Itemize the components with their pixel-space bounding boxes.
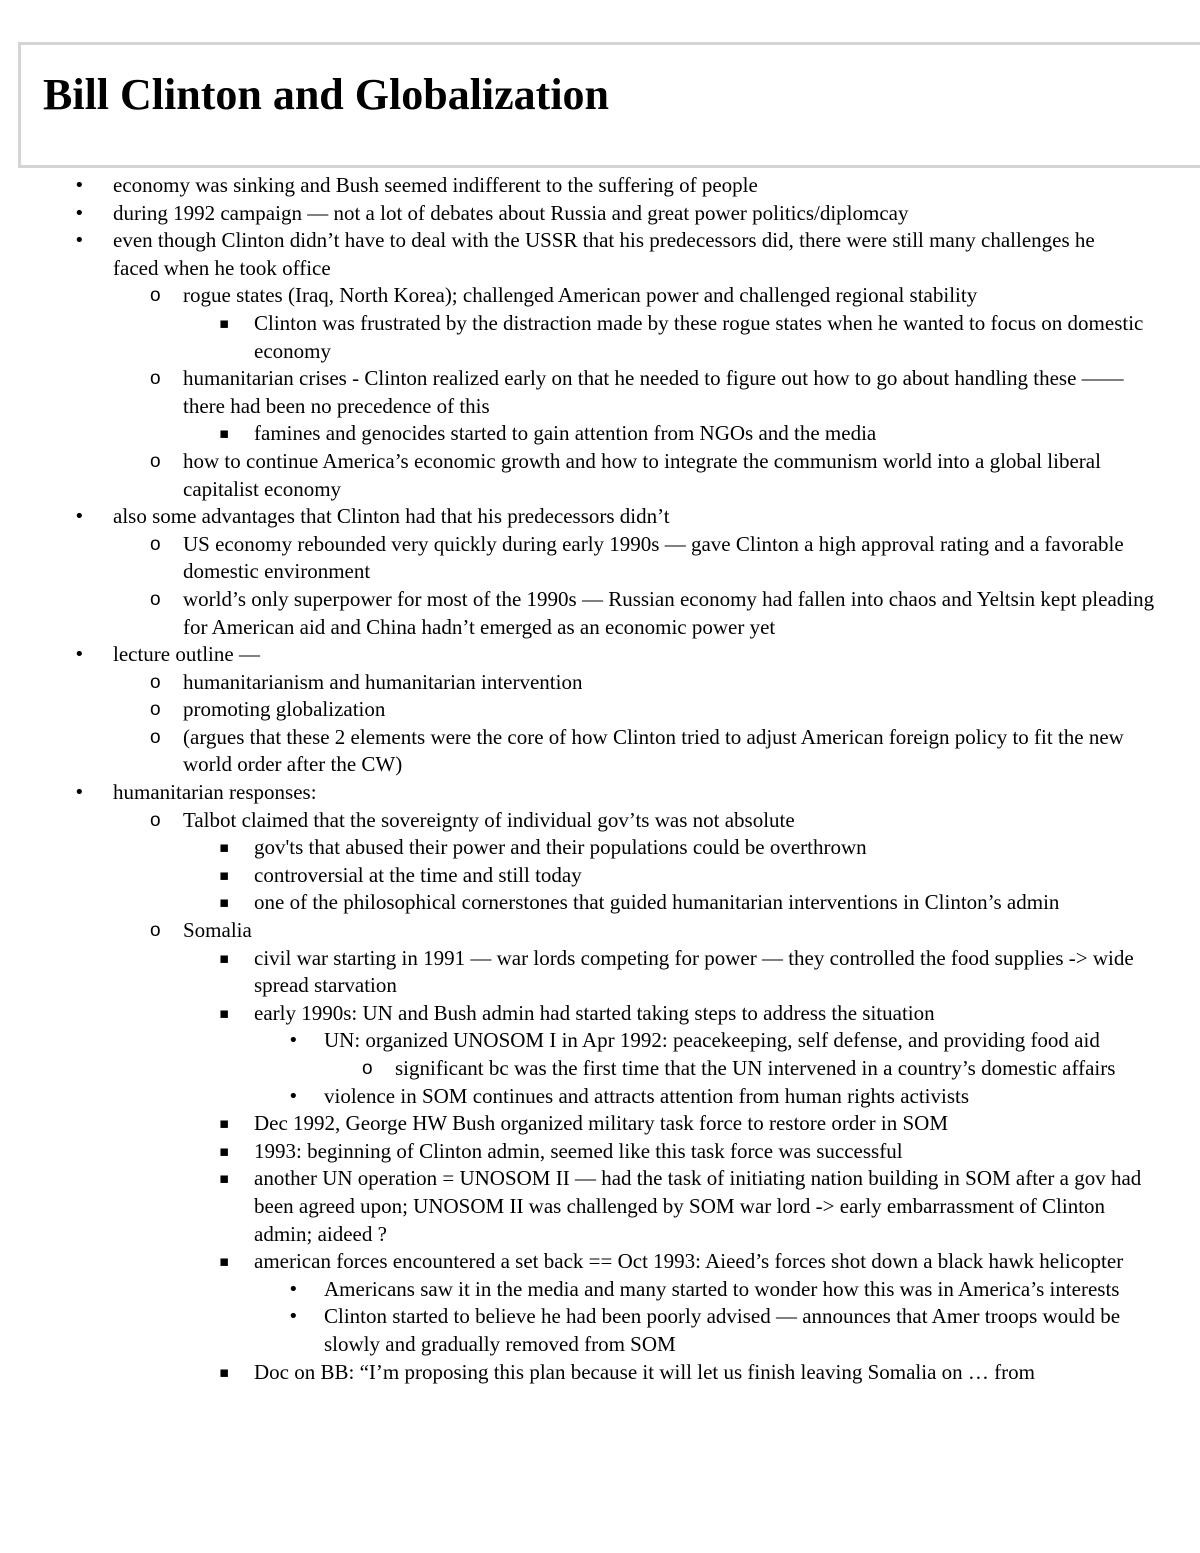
title-box — [18, 42, 1200, 168]
square-bullet-text: ▪ another UN operation = UNOSOM II — had the task of initiating nation building in SOM after a gov had been agreed upon; UNOSOM II was challenged by SOM war lord -> early embarrassment of Clinton admin; aideed ? — [254, 1166, 1142, 1246]
sub-bullet-item — [0, 448, 1200, 503]
sub-bullet-text: o humanitarianism and humanitarian intervention — [183, 669, 583, 694]
bullet-text: • lecture outline — — [113, 642, 260, 667]
square-bullet-item — [0, 1138, 1200, 1166]
outline-level-3 — [0, 834, 1200, 917]
sub-bullet-text: o Somalia — [183, 918, 252, 943]
square-bullet-text: ▪ one of the philosophical cornerstones that guided humanitarian interventions in Clinton’s admin — [254, 890, 1060, 915]
square-bullet-text: ▪ controversial at the time and still today — [254, 862, 582, 887]
page-title: Bill Clinton and Globalization — [43, 70, 610, 119]
sub-bullet-item — [0, 282, 1200, 365]
deep-bullet-item — [0, 1276, 1200, 1304]
square-bullet-item — [0, 310, 1200, 365]
square-bullet-text: ▪ Doc on BB: “I’m proposing this plan because it will let us finish leaving Somalia on … from — [254, 1359, 1035, 1384]
sub-bullet-text: o rogue states (Iraq, North Korea); challenged American power and challenged regional stability — [183, 283, 978, 308]
outline-level-2 — [0, 282, 1200, 503]
outline-level-5 — [0, 1055, 1200, 1083]
deepest-bullet-item — [0, 1055, 1200, 1083]
square-bullet-item — [0, 945, 1200, 1000]
deep-bullet-item — [0, 1083, 1200, 1111]
sub-bullet-item — [0, 696, 1200, 724]
bullet-item — [0, 641, 1200, 779]
square-bullet-item — [0, 1248, 1200, 1358]
deep-bullet-text: • Americans saw it in the media and many started to wonder how this was in America’s interests — [324, 1276, 1120, 1301]
square-bullet-text: ▪ famines and genocides started to gain attention from NGOs and the media — [254, 421, 877, 446]
square-bullet-item — [0, 889, 1200, 917]
sub-bullet-item — [0, 669, 1200, 697]
sub-bullet-text: o world’s only superpower for most of the 1990s — Russian economy had fallen into chaos and Yeltsin kept pleading for American aid and China hadn’t emerged as an economic power yet — [183, 586, 1155, 639]
deep-bullet-text: • UN: organized UNOSOM I in Apr 1992: peacekeeping, self defense, and providing food aid — [324, 1028, 1100, 1053]
square-bullet-item — [0, 1000, 1200, 1110]
square-bullet-text: ▪ Dec 1992, George HW Bush organized military task force to restore order in SOM — [254, 1111, 948, 1136]
bullet-item — [0, 172, 1200, 200]
outline-level-3 — [0, 310, 1200, 365]
deep-bullet-text: • Clinton started to believe he had been poorly advised — announces that Amer troops would be slowly and gradually removed from SOM — [324, 1304, 1121, 1356]
sub-bullet-text: o US economy rebounded very quickly during early 1990s — gave Clinton a high approval rating and a favorable domestic environment — [183, 531, 1124, 584]
square-bullet-text: ▪ Clinton was frustrated by the distraction made by these rogue states when he wanted to focus on domestic economy — [254, 310, 1144, 363]
sub-bullet-item — [0, 724, 1200, 779]
bullet-text: • humanitarian responses: — [113, 780, 317, 805]
notes-body — [0, 172, 1200, 1386]
square-bullet-item — [0, 420, 1200, 448]
sub-bullet-text: o humanitarian crises - Clinton realized early on that he needed to figure out how to go about handling these —— there had been no precedence of this — [183, 366, 1124, 418]
square-bullet-text: ▪ civil war starting in 1991 — war lords competing for power — they controlled the food supplies -> wide spread starvation — [254, 945, 1134, 998]
deep-bullet-text: • violence in SOM continues and attracts attention from human rights activists — [324, 1083, 970, 1108]
sub-bullet-text: o promoting globalization — [183, 697, 386, 722]
bullet-text: • even though Clinton didn’t have to deal with the USSR that his predecessors did, there were still many challenges he faced when he took office — [113, 228, 1095, 280]
square-bullet-text: ▪ gov'ts that abused their power and their populations could be overthrown — [254, 835, 867, 860]
sub-bullet-item — [0, 365, 1200, 448]
bullet-item — [0, 779, 1200, 1386]
deepest-bullet-text: o significant bc was the first time that the UN intervened in a country’s domestic affairs — [395, 1056, 1116, 1080]
sub-bullet-text: o Talbot claimed that the sovereignty of individual gov’ts was not absolute — [183, 807, 795, 832]
deep-bullet-item — [0, 1027, 1200, 1082]
square-bullet-item — [0, 862, 1200, 890]
sub-bullet-item — [0, 531, 1200, 586]
sub-bullet-item — [0, 586, 1200, 641]
square-bullet-text: ▪ early 1990s: UN and Bush admin had started taking steps to address the situation — [254, 1000, 935, 1025]
outline-level-2 — [0, 669, 1200, 779]
outline-level-1 — [0, 172, 1200, 1386]
square-bullet-text: ▪ american forces encountered a set back == Oct 1993: Aieed’s forces shot down a black hawk helicopter — [254, 1249, 1124, 1274]
bullet-text: • also some advantages that Clinton had that his predecessors didn’t — [113, 504, 670, 529]
square-bullet-item — [0, 1359, 1200, 1387]
bullet-text: • economy was sinking and Bush seemed indifferent to the suffering of people — [113, 173, 758, 197]
outline-level-3 — [0, 420, 1200, 448]
square-bullet-item — [0, 1110, 1200, 1138]
square-bullet-item — [0, 834, 1200, 862]
outline-level-4 — [0, 1276, 1200, 1359]
bullet-item — [0, 227, 1200, 503]
outline-level-2 — [0, 807, 1200, 1386]
deep-bullet-item — [0, 1303, 1200, 1358]
outline-level-2 — [0, 531, 1200, 641]
bullet-item — [0, 503, 1200, 641]
sub-bullet-text: o (argues that these 2 elements were the core of how Clinton tried to adjust American foreign policy to fit the new world order after the CW) — [183, 724, 1124, 777]
square-bullet-text: ▪ 1993: beginning of Clinton admin, seemed like this task force was successful — [254, 1138, 903, 1163]
outline-level-3 — [0, 945, 1200, 1387]
outline-level-4 — [0, 1027, 1200, 1110]
sub-bullet-item — [0, 917, 1200, 1386]
bullet-item — [0, 200, 1200, 228]
sub-bullet-text: o how to continue America’s economic growth and how to integrate the communism world into a global liberal capitalist economy — [183, 448, 1101, 501]
square-bullet-item — [0, 1165, 1200, 1248]
sub-bullet-item — [0, 807, 1200, 917]
bullet-text: • during 1992 campaign — not a lot of debates about Russia and great power politics/diplomcay — [113, 200, 909, 225]
